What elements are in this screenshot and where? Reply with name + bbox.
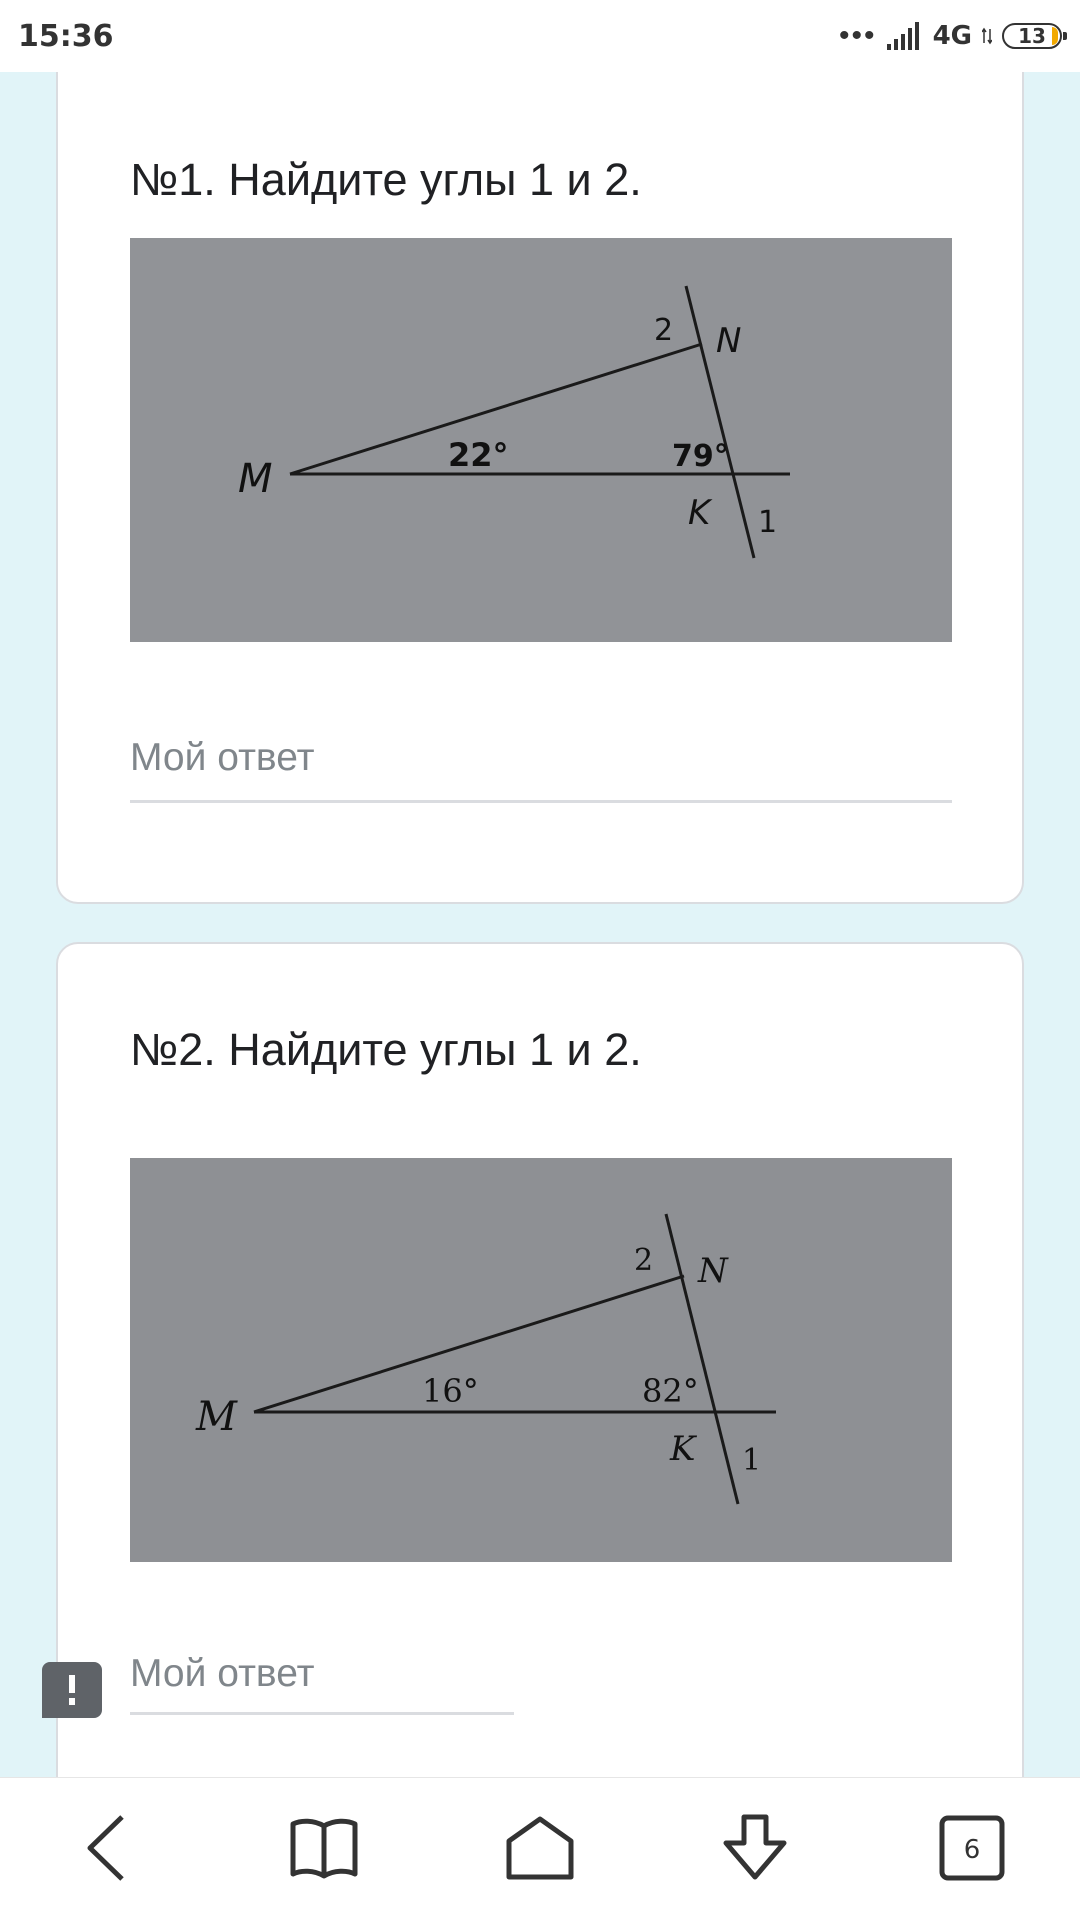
download-arrow-icon bbox=[720, 1813, 790, 1883]
feedback-button[interactable] bbox=[42, 1662, 102, 1718]
angle-value-label: 82° bbox=[642, 1372, 699, 1410]
point-label: M bbox=[196, 1394, 237, 1440]
status-bar bbox=[0, 0, 1080, 72]
home-icon bbox=[505, 1815, 575, 1881]
data-arrows-icon bbox=[982, 27, 992, 45]
angle-value-label: 79° bbox=[672, 439, 729, 474]
point-label: M bbox=[238, 456, 273, 502]
tabs-icon bbox=[939, 1815, 1005, 1881]
angle-number-label: 1 bbox=[758, 505, 778, 540]
tab-count: 6 bbox=[963, 1835, 981, 1865]
back-arrow-icon bbox=[82, 1813, 132, 1883]
angle-value-label: 22° bbox=[448, 436, 509, 474]
bookmarks-button[interactable] bbox=[279, 1808, 369, 1888]
question-card-2 bbox=[56, 942, 1024, 1777]
tabs-button[interactable] bbox=[927, 1808, 1017, 1888]
status-time: 15:36 bbox=[18, 18, 114, 54]
triangle-diagram bbox=[130, 238, 952, 642]
question-image bbox=[130, 1158, 952, 1562]
signal-icon bbox=[887, 22, 923, 50]
form-content[interactable] bbox=[0, 72, 1080, 1777]
status-icons bbox=[839, 21, 1062, 51]
download-button[interactable] bbox=[710, 1808, 800, 1888]
angle-number-label: 2 bbox=[634, 1243, 654, 1278]
answer-underline bbox=[130, 1712, 514, 1715]
angle-number-label: 2 bbox=[654, 313, 674, 348]
browser-nav-bar bbox=[0, 1777, 1080, 1921]
point-label: K bbox=[688, 493, 711, 533]
angle-number-label: 1 bbox=[742, 1443, 762, 1478]
battery-level: 13 bbox=[1018, 24, 1046, 48]
question-title: №2. Найдите углы 1 и 2. bbox=[130, 1024, 642, 1075]
answer-input[interactable]: Мой ответ bbox=[130, 736, 315, 779]
point-label: N bbox=[716, 321, 742, 361]
point-label: K bbox=[670, 1429, 696, 1469]
point-label: N bbox=[698, 1251, 728, 1291]
book-icon bbox=[289, 1816, 359, 1880]
notification-dots-icon: ••• bbox=[839, 19, 877, 52]
back-button[interactable] bbox=[62, 1808, 152, 1888]
battery-icon bbox=[1002, 23, 1062, 49]
answer-input[interactable]: Мой ответ bbox=[130, 1652, 315, 1695]
answer-underline bbox=[130, 800, 952, 803]
question-image bbox=[130, 238, 952, 642]
network-type: 4G bbox=[932, 21, 972, 51]
question-title: №1. Найдите углы 1 и 2. bbox=[130, 154, 642, 205]
triangle-diagram bbox=[130, 1158, 952, 1562]
question-card-1 bbox=[56, 72, 1024, 904]
home-button[interactable] bbox=[495, 1808, 585, 1888]
report-icon bbox=[67, 1673, 77, 1707]
angle-value-label: 16° bbox=[422, 1372, 479, 1410]
